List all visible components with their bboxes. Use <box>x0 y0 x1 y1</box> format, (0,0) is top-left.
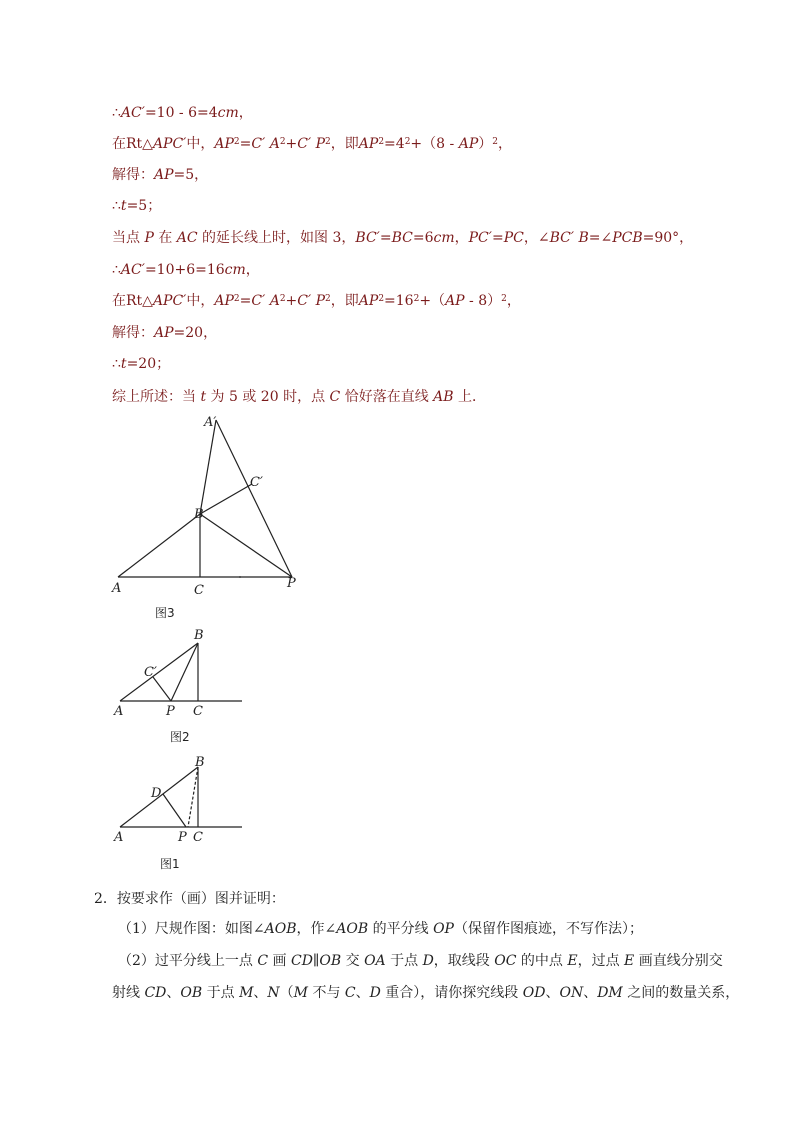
text-fragment: ∴ <box>112 105 121 121</box>
fig3-line-ab <box>118 514 200 577</box>
math-variable: C′ <box>251 136 266 152</box>
text-fragment: 的中点 <box>516 953 568 969</box>
fig2-label-p: P <box>166 704 175 719</box>
fig1-line-bp-dashed <box>188 767 198 827</box>
fig3-label-p: P <box>287 576 296 591</box>
text-fragment: + <box>285 136 298 152</box>
math-variable: AP <box>458 136 479 152</box>
problem-2-heading <box>94 889 285 909</box>
solution-line-4 <box>112 196 161 216</box>
fig2-label-a: A <box>114 704 124 719</box>
math-variable: E <box>624 953 635 969</box>
text-fragment: =90°， <box>642 230 694 246</box>
superscript: 2 <box>325 137 331 147</box>
fig1-label-d: D <box>151 786 162 801</box>
text-fragment: 解得： <box>112 167 154 183</box>
text-fragment: ，取线段 <box>433 953 495 969</box>
math-variable: BC′ B <box>549 230 589 246</box>
text-fragment: ， <box>245 262 260 278</box>
text-fragment: =20； <box>126 356 171 372</box>
math-variable: PC′ <box>468 230 492 246</box>
text-fragment: 综上所述：当 <box>112 389 201 405</box>
text-fragment: =20， <box>173 325 218 341</box>
text-fragment: ∴ <box>112 262 121 278</box>
math-variable: cm <box>224 262 246 278</box>
fig3-label-b: B <box>194 507 204 522</box>
fig1-label-p: P <box>178 830 187 845</box>
superscript: 2 <box>501 294 507 304</box>
solution-line-6 <box>112 260 260 280</box>
text-fragment: 于点 <box>202 985 240 1001</box>
text-fragment: 画直线分别交 <box>634 953 723 969</box>
fig3-caption: 图3 <box>155 606 175 620</box>
fig2-line-c-prime-p <box>153 677 171 701</box>
figure-2 <box>108 625 248 747</box>
text-fragment: 解得： <box>112 325 154 341</box>
text-fragment: 重合），请你探究线段 <box>380 985 523 1001</box>
math-variable: t <box>120 198 127 214</box>
superscript: 2 <box>404 137 411 147</box>
math-variable: AP <box>358 136 379 152</box>
text-fragment: 在Rt△ <box>112 136 153 152</box>
math-variable: OB <box>180 985 203 1001</box>
text-fragment: （保留作图痕迹，不写作法）； <box>453 921 643 937</box>
text-fragment: 之间的数量关系， <box>622 985 740 1001</box>
math-variable: A <box>265 293 280 309</box>
text-fragment: =6 <box>412 230 434 246</box>
text-fragment: = <box>239 293 252 309</box>
math-variable: C′ <box>297 136 312 152</box>
text-fragment: （2）过平分线上一点 <box>118 953 258 969</box>
solution-line-3 <box>112 165 208 185</box>
text-fragment: 不与 <box>308 985 345 1001</box>
text-fragment: =5， <box>173 167 209 183</box>
math-variable: D <box>369 985 381 1001</box>
math-variable: AP <box>358 293 379 309</box>
text-fragment: ，作∠ <box>296 921 337 937</box>
math-variable: C <box>257 953 269 969</box>
solution-line-5 <box>112 228 693 248</box>
math-variable: ON <box>559 985 584 1001</box>
math-variable: AC′ <box>120 105 145 121</box>
solution-line-9 <box>112 354 170 374</box>
math-variable: t <box>120 356 127 372</box>
math-variable: AC <box>176 230 198 246</box>
text-fragment: 交 <box>341 953 365 969</box>
figure-1 <box>108 752 248 876</box>
text-fragment: 画 <box>268 953 291 969</box>
math-variable: OB <box>319 953 342 969</box>
math-variable: AP <box>445 293 465 309</box>
text-fragment: = <box>491 230 504 246</box>
math-variable: A <box>265 136 280 152</box>
text-fragment: 、 <box>355 985 370 1001</box>
math-variable: C′ <box>251 293 266 309</box>
math-variable: C <box>329 389 341 405</box>
text-fragment: ，即 <box>330 136 359 152</box>
math-variable: M <box>239 985 254 1001</box>
text-fragment: 上． <box>453 389 487 405</box>
text-fragment: +（8 - <box>410 136 459 152</box>
math-variable: BC′ <box>355 230 380 246</box>
math-variable: P <box>311 293 326 309</box>
text-fragment: ，过点 <box>577 953 625 969</box>
math-variable: D <box>422 953 434 969</box>
text-fragment: ， <box>497 136 512 152</box>
text-fragment: = <box>239 136 252 152</box>
text-fragment: 、 <box>166 985 181 1001</box>
superscript: 2 <box>413 294 420 304</box>
math-variable: OA <box>364 953 386 969</box>
text-fragment: ∴ <box>112 198 121 214</box>
math-variable: cm <box>217 105 239 121</box>
text-fragment: =10+6=16 <box>144 262 225 278</box>
fig2-line-ab <box>120 643 198 701</box>
text-fragment: 为 5 或 20 时，点 <box>206 389 330 405</box>
text-fragment: 于点 <box>385 953 423 969</box>
text-fragment: =4 <box>384 136 405 152</box>
fig2-label-c-prime: C′ <box>144 665 157 680</box>
math-variable: PCB <box>612 230 643 246</box>
text-fragment: + <box>285 293 298 309</box>
text-fragment: =5； <box>126 198 162 214</box>
text-fragment: ∥ <box>312 953 320 969</box>
text-fragment: （ <box>279 985 294 1001</box>
fig2-label-c: C <box>193 704 203 719</box>
math-variable: C <box>344 985 356 1001</box>
fig3-line-bc-prime <box>200 484 252 514</box>
solution-line-7 <box>112 291 521 311</box>
solution-line-1 <box>112 103 253 123</box>
fig1-label-b: B <box>195 755 205 770</box>
problem-2-part-2 <box>118 951 723 971</box>
problem-number: 2． <box>94 891 117 907</box>
solution-line-10 <box>112 387 486 407</box>
fig1-label-c: C <box>193 830 203 845</box>
math-variable: M <box>293 985 308 1001</box>
math-variable: CD <box>290 953 313 969</box>
math-variable: N <box>267 985 280 1001</box>
math-variable: t <box>200 389 207 405</box>
fig3-label-a-prime: A′ <box>204 415 217 430</box>
fig3-label-c: C <box>194 583 204 598</box>
math-variable: AB <box>433 389 454 405</box>
superscript: 2 <box>279 137 286 147</box>
fig3-label-a: A <box>112 581 122 596</box>
text-fragment: （1）尺规作图：如图∠ <box>118 921 265 937</box>
text-fragment: = <box>379 230 392 246</box>
text-fragment: +（ <box>419 293 446 309</box>
text-fragment: 、 <box>583 985 598 1001</box>
text-fragment: 、 <box>545 985 560 1001</box>
superscript: 2 <box>325 294 331 304</box>
text-fragment: =∠ <box>588 230 613 246</box>
problem-2-part-2-continued <box>112 983 739 1003</box>
text-fragment: 在Rt△ <box>112 293 153 309</box>
math-variable: E <box>567 953 578 969</box>
math-variable: AP <box>154 167 174 183</box>
fig2-label-b: B <box>194 628 204 643</box>
superscript: 2 <box>233 137 240 147</box>
math-variable: C′ <box>297 293 312 309</box>
problem-2-part-1 <box>118 919 643 939</box>
text-fragment: 中， <box>186 136 215 152</box>
fig1-caption: 图1 <box>160 857 180 871</box>
fig2-line-bp <box>171 643 198 701</box>
superscript: 2 <box>378 137 385 147</box>
fig1-label-a: A <box>114 830 124 845</box>
math-variable: AOB <box>336 921 369 937</box>
text-fragment: 射线 <box>112 985 145 1001</box>
math-variable: CD <box>144 985 167 1001</box>
solution-line-2 <box>112 134 512 154</box>
math-variable: OC <box>494 953 517 969</box>
text-fragment: =16 <box>384 293 414 309</box>
math-variable: OD <box>522 985 546 1001</box>
math-variable: OP <box>433 921 454 937</box>
figure-3 <box>108 410 308 630</box>
math-variable: AP <box>214 293 234 309</box>
fig3-label-c-prime: C′ <box>250 475 263 490</box>
solution-line-8 <box>112 323 217 343</box>
text-fragment: 在 <box>153 230 177 246</box>
text-fragment: ， <box>238 105 253 121</box>
math-variable: APC′ <box>152 293 187 309</box>
math-variable: P <box>144 230 154 246</box>
fig3-line-bp <box>200 514 292 577</box>
text-fragment: 、 <box>253 985 268 1001</box>
math-variable: AP <box>214 136 234 152</box>
text-fragment: ，即 <box>330 293 359 309</box>
text-fragment: 中， <box>186 293 215 309</box>
text-fragment: ，∠ <box>523 230 550 246</box>
superscript: 2 <box>492 137 498 147</box>
text-fragment: 的延长线上时，如图 3， <box>197 230 356 246</box>
text-fragment: ） <box>478 136 493 152</box>
math-variable: AP <box>154 325 174 341</box>
superscript: 2 <box>279 294 286 304</box>
math-variable: PC <box>503 230 524 246</box>
text-fragment: =10 - 6=4 <box>144 105 218 121</box>
superscript: 2 <box>233 294 240 304</box>
text-fragment: 的平分线 <box>368 921 434 937</box>
superscript: 2 <box>378 294 385 304</box>
math-variable: AOB <box>264 921 297 937</box>
math-variable: AC′ <box>120 262 145 278</box>
text-fragment: - 8） <box>464 293 502 309</box>
text-fragment: 恰好落在直线 <box>340 389 434 405</box>
math-variable: DM <box>597 985 623 1001</box>
text-fragment: 当点 <box>112 230 145 246</box>
math-variable: APC′ <box>152 136 187 152</box>
math-variable: BC <box>391 230 413 246</box>
text-fragment: ∴ <box>112 356 121 372</box>
fig3-line-a-prime-b <box>200 420 216 514</box>
text-fragment: ， <box>506 293 521 309</box>
problem-title: 按要求作（画）图并证明： <box>116 891 285 907</box>
math-variable: P <box>311 136 326 152</box>
math-variable: cm <box>433 230 455 246</box>
fig1-line-dp <box>163 794 186 827</box>
text-fragment: ， <box>454 230 469 246</box>
fig2-caption: 图2 <box>170 730 190 744</box>
